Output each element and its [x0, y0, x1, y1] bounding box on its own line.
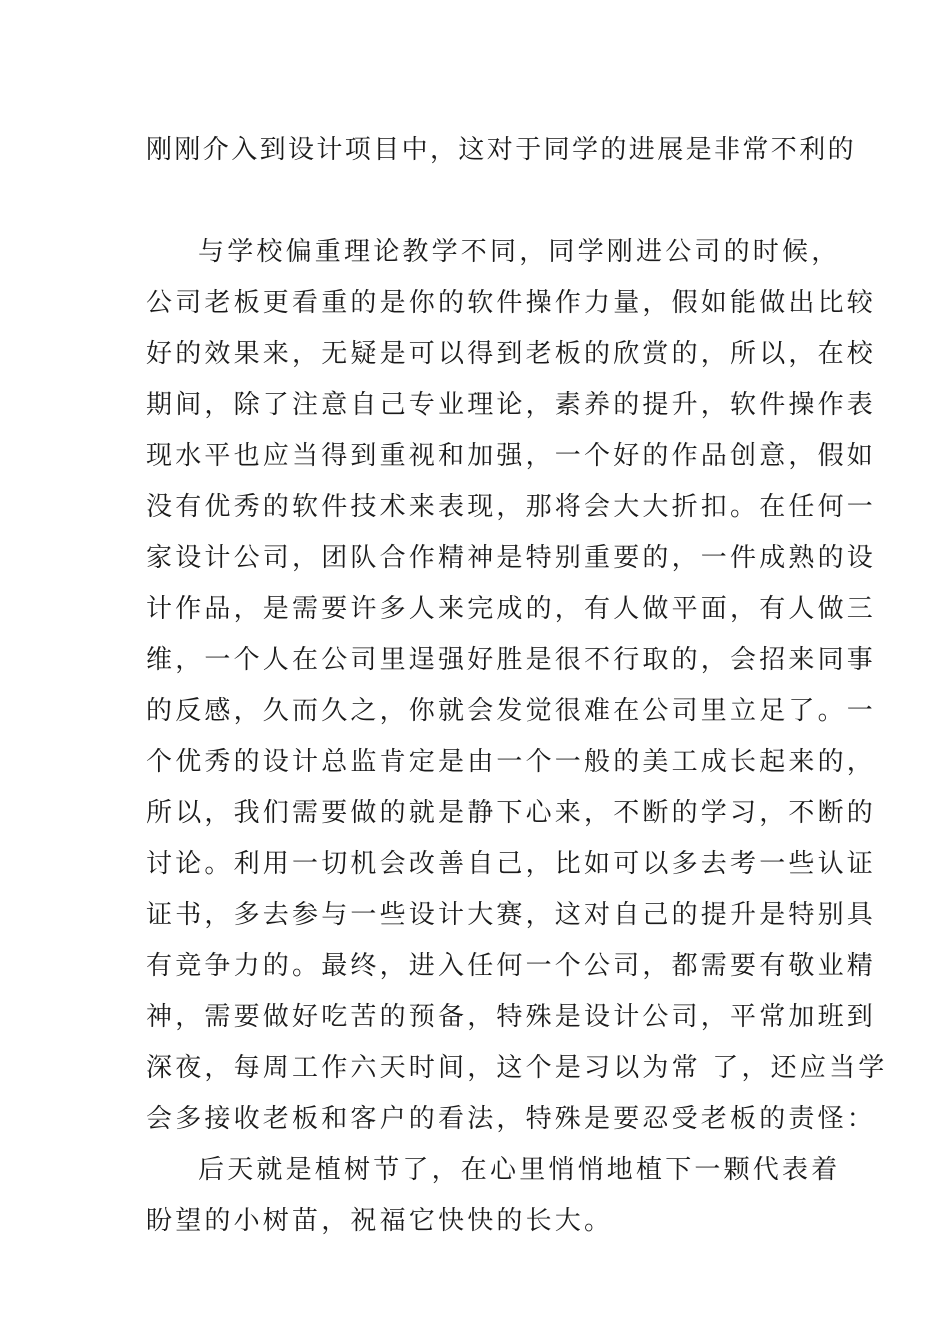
text-line: 家设计公司，团队合作精神是特别重要的，一件成熟的设	[146, 543, 877, 573]
text-line: 有竞争力的。最终，进入任何一个公司，都需要有敬业精	[146, 951, 877, 981]
text-line: 会多接收老板和客户的看法，特殊是要忍受老板的责怪：	[146, 1104, 877, 1134]
text-line: 神，需要做好吃苦的预备，特殊是设计公司，平常加班到	[146, 1002, 877, 1032]
text-line: 的反感，久而久之，你就会发觉很难在公司里立足了。一	[146, 696, 877, 726]
paragraph-start-line: 与学校偏重理论教学不同，同学刚进公司的时候，	[198, 237, 841, 267]
text-line: 期间，除了注意自己专业理论，素养的提升，软件操作表	[146, 390, 877, 420]
text-line: 好的效果来，无疑是可以得到老板的欣赏的，所以，在校	[146, 339, 877, 369]
text-line: 维，一个人在公司里逞强好胜是很不行取的，会招来同事	[146, 645, 877, 675]
text-line: 现水平也应当得到重视和加强，一个好的作品创意，假如	[146, 441, 877, 471]
text-line: 计作品，是需要许多人来完成的，有人做平面，有人做三	[146, 594, 877, 624]
text-line: 讨论。利用一切机会改善自己，比如可以多去考一些认证	[146, 849, 877, 879]
text-line: 盼望的小树苗，祝福它快快的长大。	[146, 1206, 614, 1236]
text-line: 刚刚介入到设计项目中，这对于同学的进展是非常不利的	[146, 135, 857, 165]
text-line: 公司老板更看重的是你的软件操作力量，假如能做出比较	[146, 288, 877, 318]
text-line: 个优秀的设计总监肯定是由一个一般的美工成长起来的，	[146, 747, 877, 777]
paragraph-start-line: 后天就是植树节了，在心里悄悄地植下一颗代表着	[198, 1155, 841, 1185]
text-line: 证书，多去参与一些设计大赛，这对自己的提升是特别具	[146, 900, 877, 930]
text-line: 深夜，每周工作六天时间，这个是习以为常 了，还应当学	[146, 1053, 888, 1083]
text-line: 没有优秀的软件技术来表现，那将会大大折扣。在任何一	[146, 492, 877, 522]
text-line: 所以，我们需要做的就是静下心来，不断的学习，不断的	[146, 798, 877, 828]
